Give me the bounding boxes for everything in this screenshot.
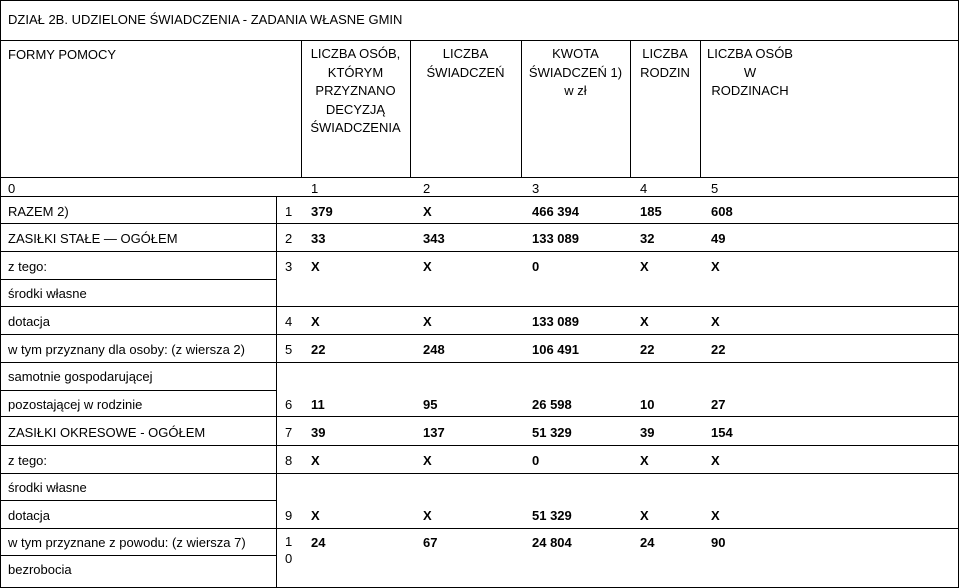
cell-amount: 133 089 [532,314,579,329]
cell-persons: 11 [311,397,325,412]
table-border [0,473,959,474]
cell-families: 22 [640,342,655,357]
table-border [0,416,959,417]
cell-family-persons: 608 [711,204,733,219]
table-border [0,40,959,41]
cell-family-persons: X [711,453,720,468]
cell-persons: 22 [311,342,326,357]
table-border [276,196,277,588]
cell-families: X [640,314,649,329]
table-border [0,177,959,178]
cell-benefits: 343 [423,231,445,246]
cell-benefits: X [423,314,432,329]
header-persons: LICZBA OSÓB, KTÓRYM PRZYZNANO DECYZJĄ ŚWIADCZENIA [310,46,401,135]
row-label: środki własne [8,480,87,495]
cell-persons: 33 [311,231,326,246]
cell-family-persons: 22 [711,342,726,357]
cell-persons: 24 [311,535,326,550]
column-number: 3 [532,181,540,196]
table-border [0,306,959,307]
cell-persons: 39 [311,425,326,440]
row-number: 1 [285,534,293,549]
cell-amount: 0 [532,453,540,468]
cell-benefits: 137 [423,425,445,440]
cell-amount: 106 491 [532,342,579,357]
cell-benefits: X [423,259,432,274]
cell-amount: 51 329 [532,425,572,440]
cell-families: 10 [640,397,655,412]
table-border [0,334,959,335]
table-border [0,390,276,391]
row-label: RAZEM 2) [8,204,69,219]
cell-family-persons: X [711,508,720,523]
cell-families: X [640,508,649,523]
table-border [0,279,276,280]
cell-persons: 379 [311,204,333,219]
cell-benefits: 248 [423,342,445,357]
cell-benefits: X [423,453,432,468]
table-border [0,251,959,252]
cell-amount: 0 [532,259,540,274]
row-number: 1 [285,204,293,219]
row-label: w tym przyznane z powodu: (z wiersza 7) [8,535,246,550]
header-family-persons: LICZBA OSÓB W RODZINACH [707,46,793,98]
cell-family-persons: X [711,259,720,274]
cell-benefits: X [423,204,432,219]
row-label: w tym przyznany dla osoby: (z wiersza 2) [8,342,245,357]
cell-amount: 24 804 [532,535,572,550]
table-border [0,500,276,501]
cell-benefits: 95 [423,397,438,412]
table-border [0,0,959,1]
cell-families: X [640,259,649,274]
cell-benefits: 67 [423,535,438,550]
row-label: dotacja [8,314,50,329]
cell-benefits: X [423,508,432,523]
header-forms: FORMY POMOCY [8,47,117,62]
cell-family-persons: X [711,314,720,329]
row-number: 7 [285,425,293,440]
header-amount: KWOTA ŚWIADCZEŃ 1) w zł [528,46,623,98]
row-label: bezrobocia [8,562,72,577]
row-number: 0 [285,551,293,566]
cell-family-persons: 27 [711,397,726,412]
cell-amount: 133 089 [532,231,579,246]
cell-families: 32 [640,231,655,246]
row-label: dotacja [8,508,50,523]
row-number: 4 [285,314,293,329]
row-label: środki własne [8,286,87,301]
table-border [0,196,959,197]
cell-persons: X [311,314,320,329]
row-number: 2 [285,231,293,246]
section-title: DZIAŁ 2B. UDZIELONE ŚWIADCZENIA - ZADANIA WŁASNE GMIN [8,12,403,27]
table-border [0,223,959,224]
row-label: samotnie gospodarującej [8,369,153,384]
cell-persons: X [311,508,320,523]
cell-family-persons: 154 [711,425,733,440]
cell-persons: X [311,259,320,274]
table-border [0,0,1,588]
row-label: pozostającej w rodzinie [8,397,143,412]
row-number: 8 [285,453,293,468]
column-number: 0 [8,181,16,196]
row-number: 6 [285,397,293,412]
cell-families: 24 [640,535,655,550]
cell-families: 185 [640,204,662,219]
column-number: 1 [311,181,319,196]
row-number: 3 [285,259,293,274]
row-number: 9 [285,508,293,523]
cell-amount: 466 394 [532,204,579,219]
header-benefits: LICZBA ŚWIADCZEŃ [426,46,505,80]
cell-families: 39 [640,425,655,440]
cell-families: X [640,453,649,468]
row-label: z tego: [8,453,48,468]
table-border [0,528,959,529]
column-number: 2 [423,181,431,196]
row-label: z tego: [8,259,48,274]
column-number: 4 [640,181,648,196]
table-border [0,555,276,556]
header-families: LICZBA RODZIN [640,46,690,80]
table-border [0,362,959,363]
row-label: ZASIŁKI OKRESOWE - OGÓŁEM [8,425,206,440]
cell-family-persons: 90 [711,535,726,550]
row-number: 5 [285,342,293,357]
row-label: ZASIŁKI STAŁE — OGÓŁEM [8,231,178,246]
cell-family-persons: 49 [711,231,726,246]
cell-persons: X [311,453,320,468]
cell-amount: 51 329 [532,508,572,523]
cell-amount: 26 598 [532,397,572,412]
table-border [0,445,959,446]
column-number: 5 [711,181,719,196]
